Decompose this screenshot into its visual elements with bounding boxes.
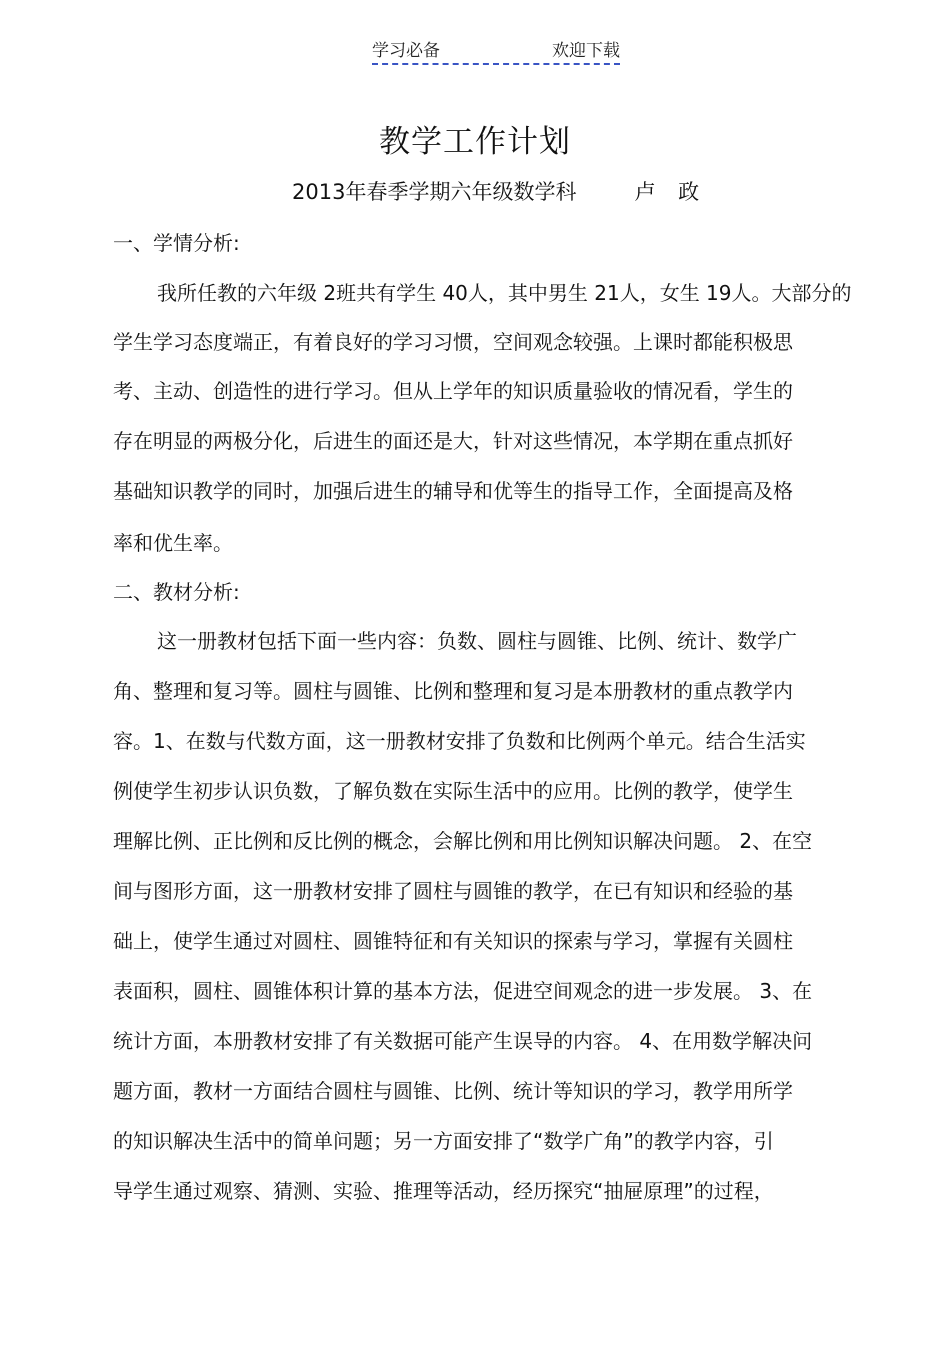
paragraph-line: 容。1、在数与代数方面，这一册教材安排了负数和比例两个单元。结合生活实	[113, 729, 806, 753]
paragraph-line: 考、主动、创造性的进行学习。但从上学年的知识质量验收的情况看，学生的	[113, 379, 793, 403]
paragraph-line: 这一册教材包括下面一些内容：负数、圆柱与圆锥、比例、统计、数学广	[157, 629, 797, 653]
paragraph-line: 学生学习态度端正，有着良好的学习习惯，空间观念较强。上课时都能积极思	[113, 330, 793, 354]
paragraph-line: 间与图形方面，这一册教材安排了圆柱与圆锥的教学，在已有知识和经验的基	[113, 879, 793, 903]
paragraph-line: 基础知识教学的同时，加强后进生的辅导和优等生的指导工作，全面提高及格	[113, 479, 793, 503]
paragraph-line: 存在明显的两极分化，后进生的面还是大，针对这些情况，本学期在重点抓好	[113, 429, 793, 453]
paragraph-line: 率和优生率。	[113, 531, 233, 555]
paragraph-line: 的知识解决生活中的简单问题；另一方面安排了“数学广角”的教学内容，引	[113, 1129, 774, 1153]
subtitle-text: 2013年春季学期六年级数学科	[292, 180, 577, 204]
paragraph-line: 角、整理和复习等。圆柱与圆锥、比例和整理和复习是本册教材的重点教学内	[113, 679, 793, 703]
paragraph-line: 题方面，教材一方面结合圆柱与圆锥、比例、统计等知识的学习，教学用所学	[113, 1079, 793, 1103]
paragraph-line: 例使学生初步认识负数，了解负数在实际生活中的应用。比例的教学，使学生	[113, 779, 793, 803]
paragraph-line: 表面积，圆柱、圆锥体积计算的基本方法，促进空间观念的进一步发展。 3、在	[113, 979, 813, 1003]
page-header	[372, 40, 620, 66]
paragraph-line: 我所任教的六年级 2班共有学生 40人，其中男生 21人，女生 19人。大部分的	[157, 281, 852, 305]
paragraph-line: 导学生通过观察、猜测、实验、推理等活动，经历探究“抽屉原理”的过程，	[113, 1179, 774, 1203]
author-name: 卢 政	[634, 180, 708, 204]
section-heading-2: 二、教材分析:	[113, 580, 240, 604]
header-right-text: 欢迎下载	[552, 41, 620, 61]
header-dashed-underline	[372, 63, 620, 65]
document-subtitle	[292, 176, 707, 208]
header-left-text: 学习必备	[372, 41, 440, 61]
section-heading-1: 一、学情分析:	[113, 231, 240, 255]
paragraph-line: 统计方面，本册教材安排了有关数据可能产生误导的内容。 4、在用数学解决问	[113, 1029, 813, 1053]
document-title: 教学工作计划	[379, 124, 571, 160]
paragraph-line: 础上，使学生通过对圆柱、圆锥特征和有关知识的探索与学习，掌握有关圆柱	[113, 929, 793, 953]
paragraph-line: 理解比例、正比例和反比例的概念，会解比例和用比例知识解决问题。 2、在空	[113, 829, 813, 853]
